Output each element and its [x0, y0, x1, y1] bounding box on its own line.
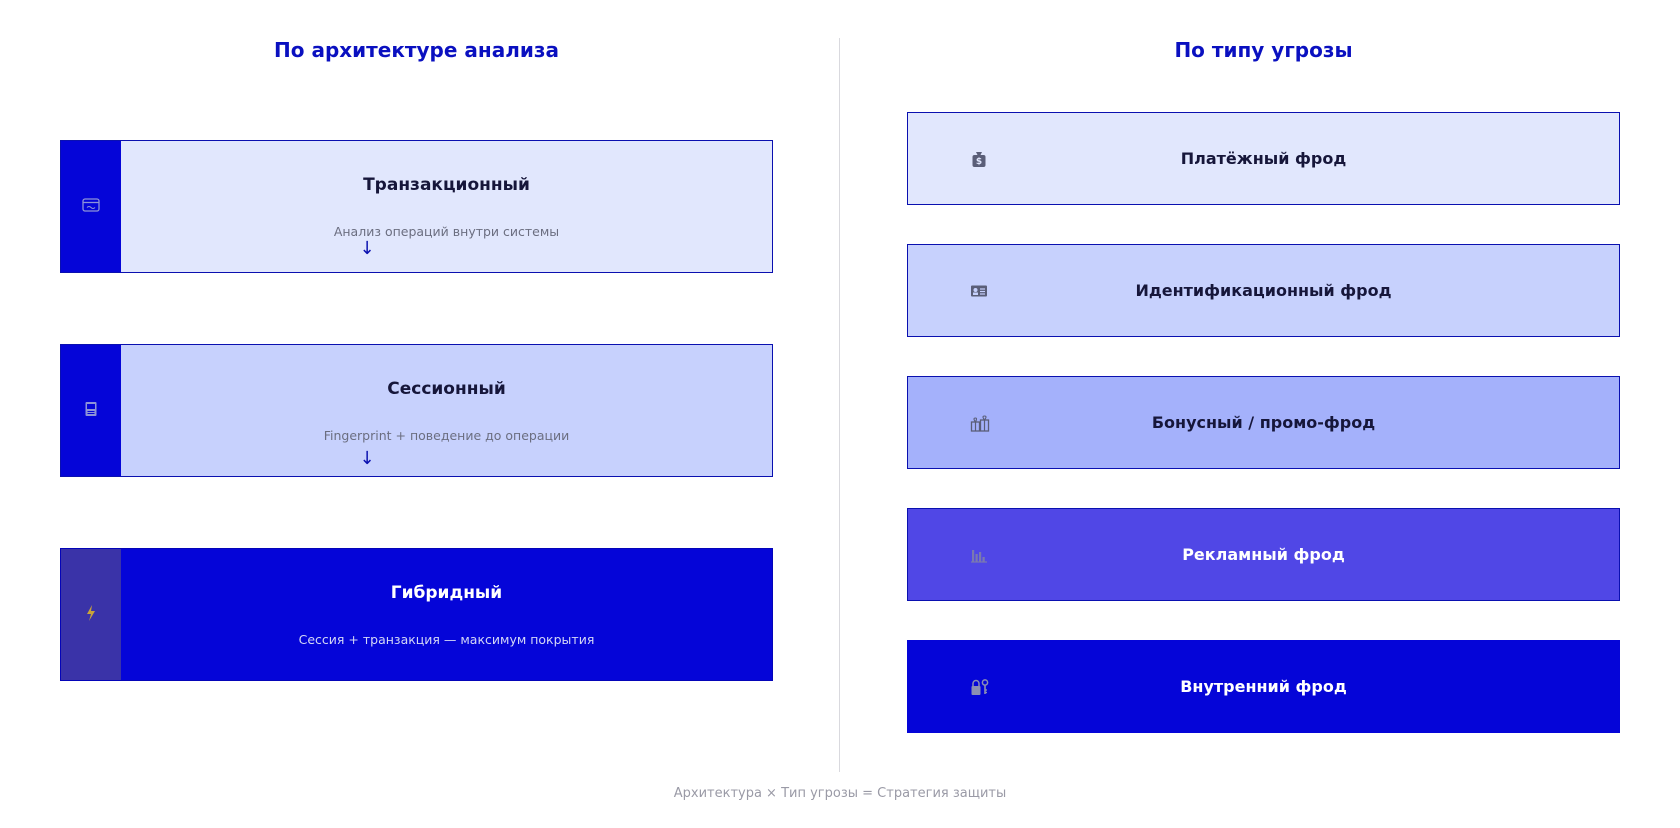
lock-key-icon	[970, 678, 990, 696]
architecture-card-strip	[61, 549, 121, 680]
money-bag-icon	[970, 150, 988, 168]
architecture-card-name: Транзакционный	[363, 175, 530, 195]
threat-card-name: Рекламный фрод	[1182, 545, 1345, 564]
threat-card-identity	[907, 244, 1620, 337]
id-card-icon	[970, 284, 988, 298]
architecture-card-body	[121, 141, 772, 272]
architecture-card-description: Анализ операций внутри системы	[333, 224, 560, 239]
footer-formula: Архитектура × Тип угрозы = Стратегия защиты	[673, 786, 1007, 801]
architecture-card-name: Гибридный	[390, 583, 503, 603]
column-divider	[839, 38, 840, 772]
flow-arrow-down: ↓	[359, 448, 375, 469]
architecture-card-description: Fingerprint + поведение до операции	[323, 428, 570, 443]
threat-card-name: Идентификационный фрод	[1135, 281, 1392, 300]
threat-card-name: Внутренний фрод	[1180, 677, 1347, 696]
threat-card-bonus	[907, 376, 1620, 469]
lightning-icon	[85, 604, 97, 626]
architecture-card-body	[121, 345, 772, 476]
architecture-column-title: По архитектуре анализа	[274, 38, 559, 62]
bar-chart-icon	[970, 547, 988, 563]
credit-card-icon	[82, 197, 100, 216]
architecture-card-name: Сессионный	[387, 379, 506, 399]
architecture-card-transactional	[60, 140, 773, 273]
svg-text:$: $	[975, 156, 983, 167]
architecture-card-session	[60, 344, 773, 477]
architecture-card-description: Сессия + транзакция — максимум покрытия	[298, 632, 595, 647]
architecture-card-strip	[61, 345, 121, 476]
threat-column-title: По типу угрозы	[1174, 38, 1353, 62]
threat-card-internal	[907, 640, 1620, 733]
architecture-card-body	[121, 549, 772, 680]
gift-icon	[970, 414, 990, 432]
architecture-card-hybrid	[60, 548, 773, 681]
threat-card-name: Бонусный / промо-фрод	[1151, 413, 1376, 432]
architecture-card-strip	[61, 141, 121, 272]
device-icon	[84, 401, 98, 421]
flow-arrow-down: ↓	[359, 238, 375, 259]
threat-card-name: Платёжный фрод	[1180, 149, 1347, 168]
threat-card-payment	[907, 112, 1620, 205]
threat-card-advertising	[907, 508, 1620, 601]
